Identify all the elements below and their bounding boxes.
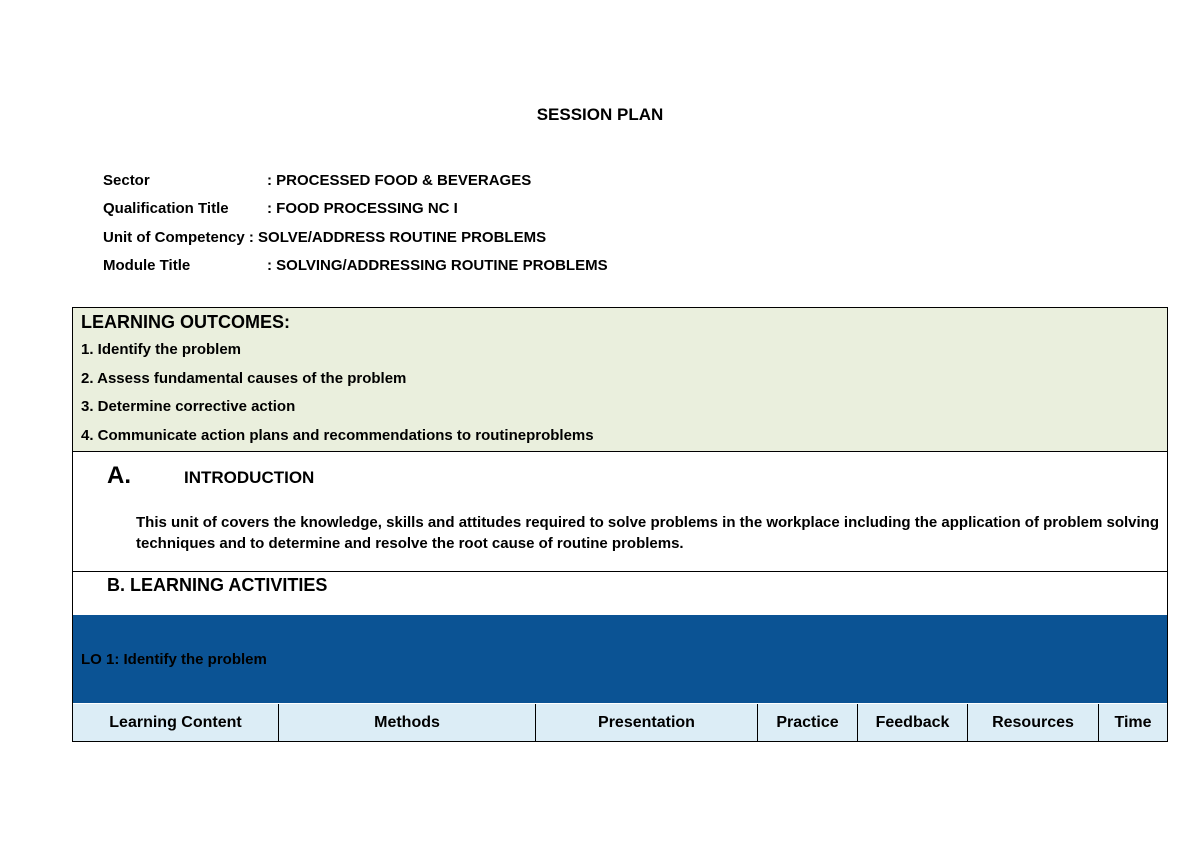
- meta-qualification-value: : FOOD PROCESSING NC I: [267, 200, 458, 218]
- meta-module-label: Module Title: [103, 257, 191, 275]
- column-header-practice: Practice: [758, 704, 858, 741]
- introduction-text: This unit of covers the knowledge, skills and attitudes required to solve problems in the workplace including the application of problem solving techniques and to determine and resolve the root cause of routine problems.: [136, 514, 1159, 552]
- column-header-presentation: Presentation: [536, 704, 758, 741]
- column-header-feedback: Feedback: [858, 704, 968, 741]
- meta-unit-label: Unit of Competency: [103, 228, 245, 246]
- lo1-label: LO 1: Identify the problem: [81, 650, 267, 668]
- meta-sector-value: : PROCESSED FOOD & BEVERAGES: [267, 171, 532, 189]
- column-header-resources: Resources: [968, 704, 1099, 741]
- lo1-banner: [73, 615, 1167, 703]
- learning-outcome-item: 4. Communicate action plans and recommendations to routineproblems: [81, 426, 594, 444]
- meta-unit: [103, 223, 608, 252]
- learning-outcome-item: 3. Determine corrective action: [81, 398, 296, 415]
- introduction-heading: INTRODUCTION: [184, 468, 315, 487]
- meta-qualification-label: Qualification Title: [103, 200, 229, 218]
- session-plan-table: [72, 307, 1168, 742]
- meta-sector: [103, 166, 608, 195]
- meta-module-value: : SOLVING/ADDRESSING ROUTINE PROBLEMS: [267, 257, 608, 275]
- introduction-letter: A.: [107, 462, 131, 489]
- meta-sector-label: Sector: [103, 171, 150, 189]
- meta-unit-value: : SOLVE/ADDRESS ROUTINE PROBLEMS: [244, 228, 547, 246]
- learning-outcomes-heading: LEARNING OUTCOMES:: [81, 312, 290, 332]
- document-title: SESSION PLAN: [536, 105, 664, 124]
- column-header-methods: Methods: [279, 704, 536, 741]
- learning-outcome-item: 2. Assess fundamental causes of the problem: [81, 369, 407, 387]
- learning-activities-heading: B. LEARNING ACTIVITIES: [107, 575, 328, 595]
- session-meta: [103, 166, 608, 280]
- activities-table-header: [73, 703, 1167, 742]
- column-header-learning-content: Learning Content: [73, 704, 279, 741]
- meta-qualification: [103, 195, 608, 224]
- learning-outcome-item: 1. Identify the problem: [81, 341, 242, 358]
- learning-outcomes-section: [73, 307, 1167, 452]
- meta-module: [103, 252, 608, 281]
- column-header-time: Time: [1114, 713, 1152, 731]
- introduction-section: [73, 452, 1167, 572]
